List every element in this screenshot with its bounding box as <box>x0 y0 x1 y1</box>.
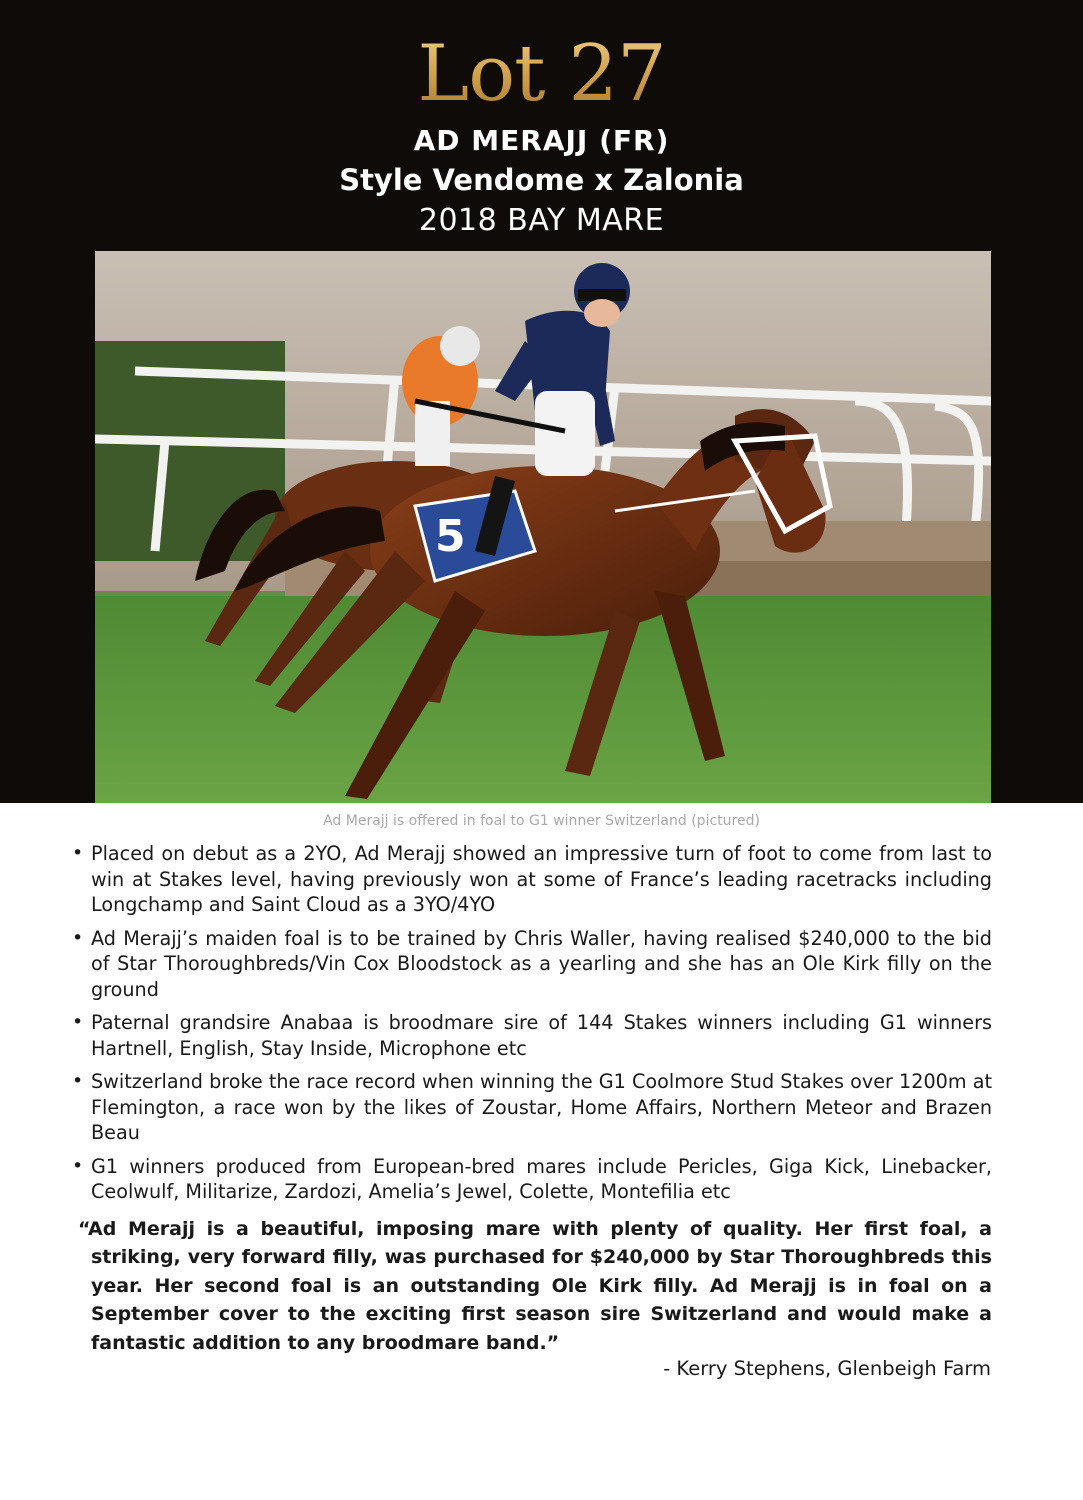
bullet-text: Paternal grandsire Anabaa is broodmare sire of 144 Stakes winners including G1 winners Hartnell, English, Stay Inside, Microphone etc <box>91 1011 992 1060</box>
list-item <box>72 1010 992 1061</box>
bullet-list <box>72 841 992 1213</box>
list-item <box>72 1154 992 1205</box>
list-item <box>72 841 992 918</box>
horse-description: 2018 BAY MARE <box>418 203 665 238</box>
pedigree: Style Vendome x Zalonia <box>339 163 744 197</box>
horse-name: AD MERAJJ (FR) <box>413 124 670 157</box>
bullet-marker: • <box>72 1011 84 1033</box>
bullet-text: Ad Merajj’s maiden foal is to be trained by Chris Waller, having realised $240,000 to the bid of Star Thoroughbreds/Vin Cox Bloodstock as a yearling and she has an Ole Kirk filly on the ground <box>91 926 992 1001</box>
race-photo-illustration <box>95 251 991 803</box>
list-item <box>72 926 992 1003</box>
bullet-text: G1 winners produced from European-bred mares include Pericles, Giga Kick, Linebacker, Ceolwulf, Militarize, Zardozi, Amelia’s Jewel, Colette, Montefilia etc <box>91 1154 992 1203</box>
bullet-marker: • <box>72 842 84 864</box>
lot-title: Lot 27 <box>0 28 1083 120</box>
race-photo <box>95 251 991 803</box>
bullet-marker: • <box>72 1154 84 1177</box>
testimonial-quote: “Ad Merajj is a beautiful, imposing mare with plenty of quality. Her first foal, a striking, very forward filly, was purchased for $240,000 by Star Thoroughbreds this year. Her second foal is an outstanding Ole Kirk filly. Ad Merajj is in foal on a September cover to the exciting first season sire Switzerland and would make a fantastic addition to any broodmare band.” <box>78 1218 992 1354</box>
bullet-marker: • <box>72 1070 84 1092</box>
quote-attribution: - Kerry Stephens, Glenbeigh Farm <box>663 1357 991 1380</box>
photo-caption: Ad Merajj is offered in foal to G1 winner Switzerland (pictured) <box>323 813 760 829</box>
saddle-cloth-number: 5 <box>435 511 466 562</box>
list-item <box>72 1069 992 1146</box>
bullet-marker: • <box>72 926 84 949</box>
bullet-text: Placed on debut as a 2YO, Ad Merajj showed an impressive turn of foot to come from last to win at Stakes level, having previously won at some of France’s leading racetracks including Longchamp and Saint Cloud as a 3YO/4YO <box>91 842 992 916</box>
bullet-text: Switzerland broke the race record when winning the G1 Coolmore Stud Stakes over 1200m at Flemington, a race won by the likes of Zoustar, Home Affairs, Northern Meteor and Brazen Beau <box>91 1070 992 1144</box>
